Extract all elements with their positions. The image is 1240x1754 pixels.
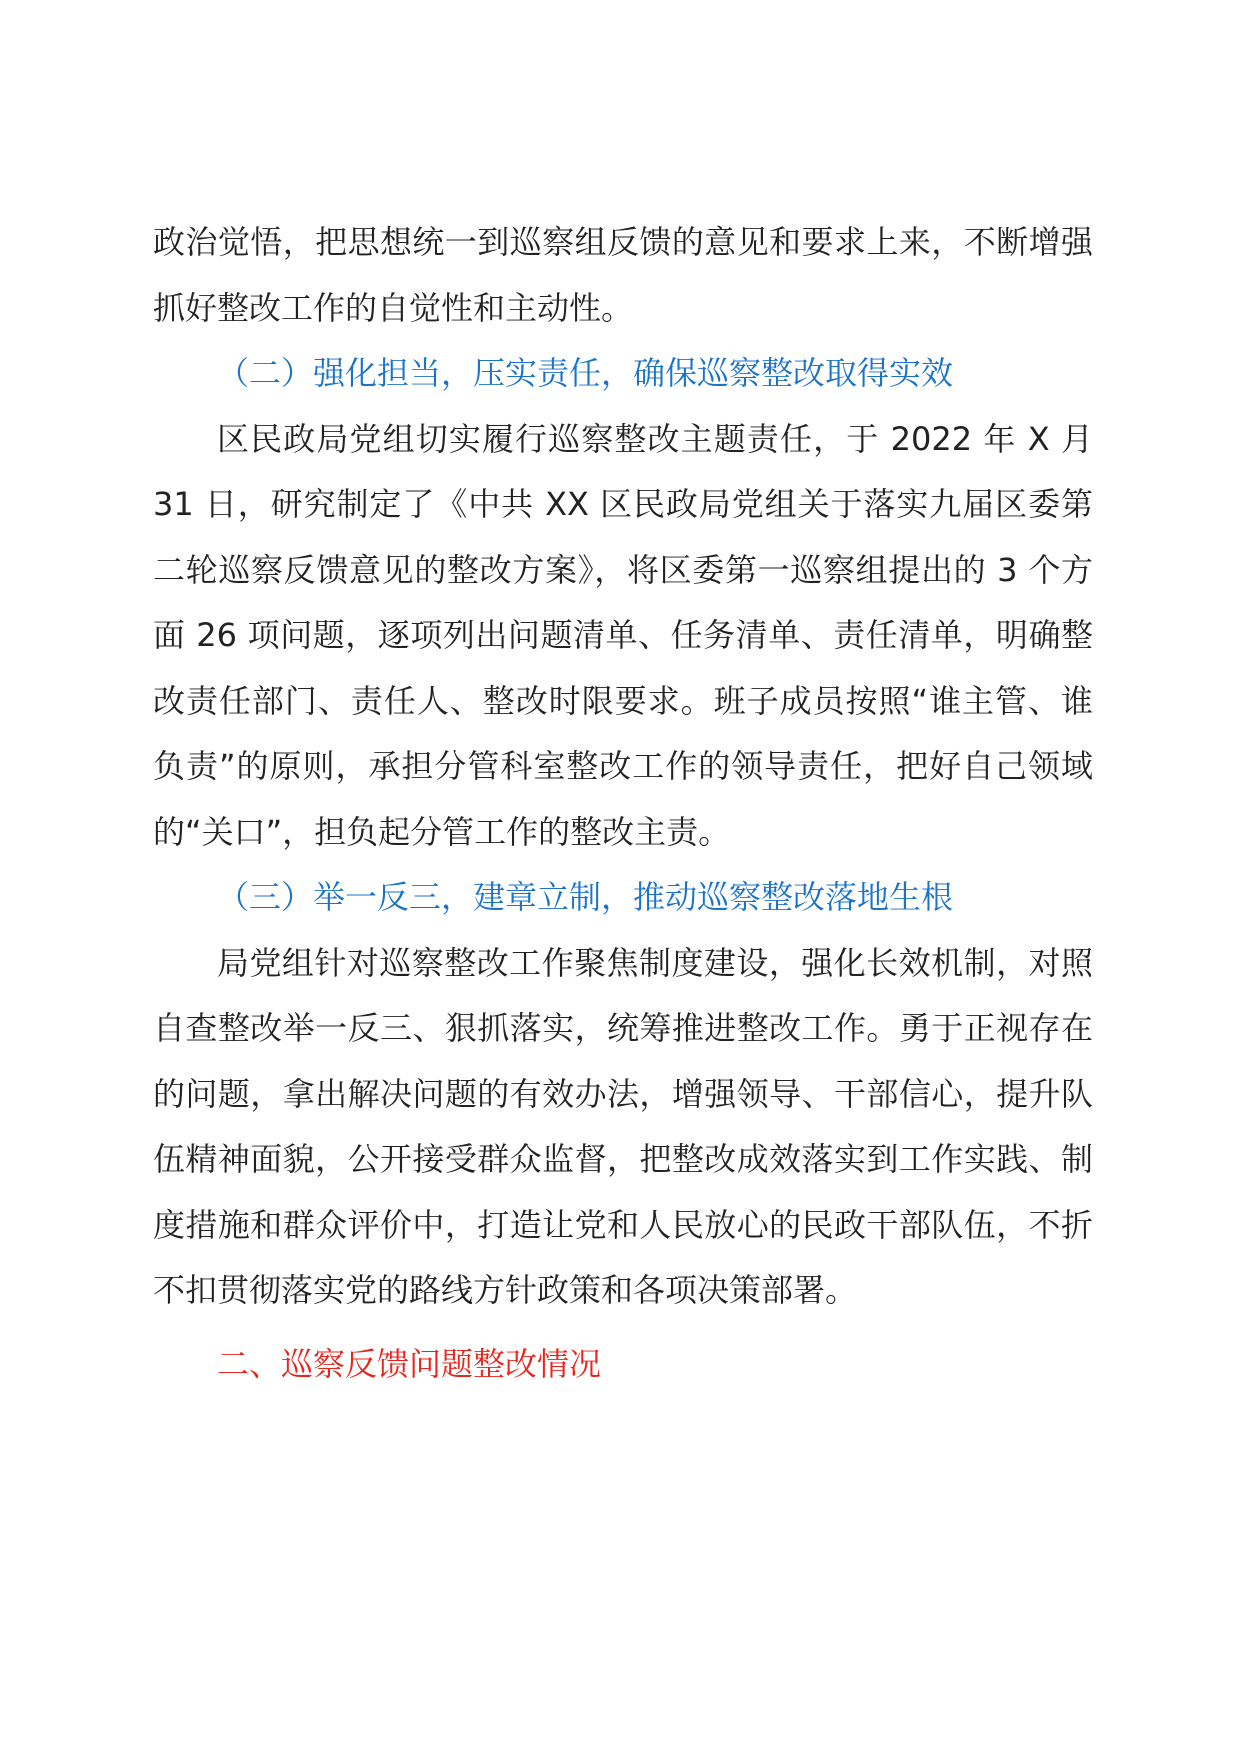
document-body: [153, 210, 1093, 1397]
subheading-three: （三）举一反三，建章立制，推动巡察整改落地生根: [217, 878, 954, 916]
paragraph-institution-building: 局党组针对巡察整改工作聚焦制度建设，强化长效机制，对照自查整改举一反三、狠抓落实，统筹推进整改工作。勇于正视存在的问题，拿出解决问题的有效办法，增强领导、干部信心，提升队伍精神面貌，公开接受群众监督，把整改成效落实到工作实践、制度措施和群众评价中，打造让党和人民放心的民政干部队伍，不折不扣贯彻落实党的路线方针政策和各项决策部署。: [153, 943, 1093, 1309]
paragraph-responsibility: 区民政局党组切实履行巡察整改主题责任，于 2022 年 X 月 31 日，研究制定了《中共 XX 区民政局党组关于落实九届区委第二轮巡察反馈意见的整改方案》，将区委第一巡察组提出的 3 个方面 26 项问题，逐项列出问题清单、任务清单、责任清单，明确整改责任部门、责任人、整改时限要求。班子成员按照“谁主管、谁负责”的原则，承担分管科室整改工作的领导责任，把好自己领域的“关口”，担负起分管工作的整改主责。: [153, 419, 1093, 851]
section-heading-two: 二、巡察反馈问题整改情况: [217, 1344, 602, 1383]
subheading-two: （二）强化担当，压实责任，确保巡察整改取得实效: [217, 354, 954, 392]
continued-paragraph: 政治觉悟，把思想统一到巡察组反馈的意见和要求上来，不断增强抓好整改工作的自觉性和主动性。: [153, 223, 1093, 327]
